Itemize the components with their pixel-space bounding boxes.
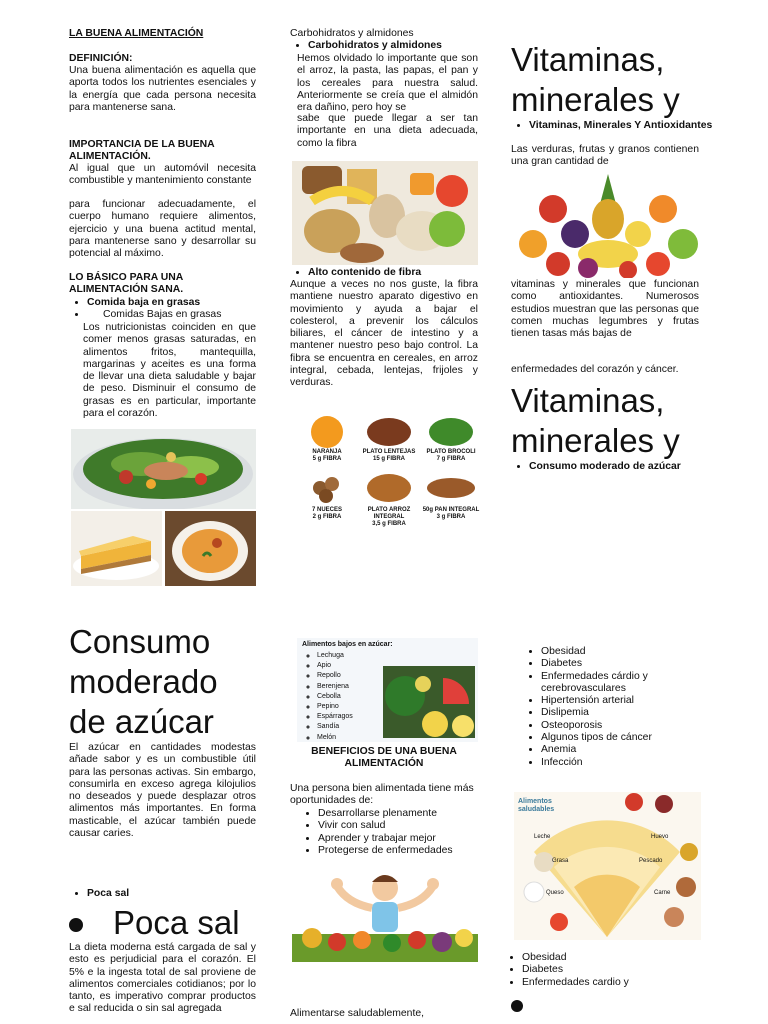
wheel-title: Alimentos saludables <box>518 798 555 813</box>
carbs-list <box>290 40 496 52</box>
low-sugar-list <box>303 651 353 742</box>
salt-text: La dieta moderna está cargada de sal y esto es perjudicial para el corazón. El 5% e la ingesta total de sal proviene de alimentos comerciales cotidianos; por lo tanto, es imperativo comprar productos e sal reducida o sin sal agregada <box>69 942 256 1015</box>
carbs-image <box>292 161 478 265</box>
fiber-label: NARANJA 5 g FIBRA <box>312 449 342 462</box>
list-item: ◦ Pepino <box>317 702 353 712</box>
carbs-text-1: Hemos olvidado lo importante que son el arroz, la pasta, las papas, el pan y los cereales para nuestra salud. Anteriormente se creía que el almidón era dañino, pero hoy se <box>297 53 478 114</box>
list-item: • Enfermedades cárdio y cerebrovasculares <box>541 671 711 696</box>
list-item: • Consumo moderado de azúcar <box>529 461 717 473</box>
list-item: • Obesidad <box>541 646 711 658</box>
list-item: • Comida baja en grasas <box>87 297 274 309</box>
list-item: • Obesidad <box>522 952 712 964</box>
fruits-image <box>513 174 703 278</box>
doc-title: LA BUENA ALIMENTACIÓN <box>69 28 204 39</box>
salad-image <box>71 429 256 509</box>
cheesecake-image <box>71 511 162 586</box>
vitamins-big-heading-2: Vitaminas, minerales y <box>511 382 680 459</box>
list-item: • Vitaminas, Minerales Y Antioxidantes <box>529 120 717 132</box>
list-item: • Diabetes <box>541 658 711 670</box>
melon-icons <box>383 666 475 738</box>
benefits-heading: BENEFICIOS DE UNA BUENA ALIMENTACIÓN <box>311 746 457 770</box>
definition-text: Una buena alimentación es aquella que aporta todos los nutrientes esenciales y la energía que cada persona necesita para mantenerse sana. <box>69 65 256 113</box>
low-sugar-image <box>297 638 478 742</box>
list-item: ◦ Melón <box>317 733 353 742</box>
list-item: • Protegerse de enfermedades <box>318 845 496 857</box>
importance-text-2: para funcionar adecuadamente, el cuerpo humano requiere alimentos, ejercicio y una buena actitud mental, para mantenerse sano y desarrollar su potencial al máximo. <box>69 199 256 260</box>
list-item: • Aprender y trabajar mejor <box>318 833 496 845</box>
fiber-chart <box>296 412 482 532</box>
list-item: • Desarrollarse plenamente <box>318 808 496 820</box>
benefits-intro: Una persona bien alimentada tiene más oportunidades de: <box>290 783 474 807</box>
vitamins-text-2: vitaminas y minerales que funcionan como antioxidantes. Numerosos estudios muestran que las personas que comen muchas legumbres y frutas tienen tasas más bajas de <box>511 279 699 340</box>
benefits-list <box>300 808 496 857</box>
diseases-list-2 <box>504 952 712 989</box>
wheel-label: Huevo <box>651 834 669 840</box>
salt-list-small <box>69 888 274 900</box>
salt-big-heading <box>69 904 240 942</box>
list-item: • Anemia <box>541 744 711 756</box>
wheel-label: Carne <box>654 890 671 896</box>
basics-list <box>69 297 274 322</box>
list-item: ◦ Repollo <box>317 671 353 681</box>
importance-text-1: Al igual que un automóvil necesita combustible y mantenimiento constante <box>69 163 256 187</box>
closing-text: Alimentarse saludablemente, <box>290 1008 424 1019</box>
fiber-label: 50g PAN INTEGRAL 3 g FIBRA <box>422 507 480 520</box>
low-sugar-title: Alimentos bajos en azúcar: <box>302 641 393 648</box>
carbs-plain: Carbohidratos y almidones <box>290 28 414 39</box>
vitamins-list <box>511 120 717 132</box>
list-item: • Algunos tipos de cáncer <box>541 732 711 744</box>
list-item: ◦ Lechuga <box>317 651 353 661</box>
kid-vegetables-image <box>292 868 478 962</box>
wheel-label: Queso <box>546 890 564 896</box>
bullet-icon <box>69 918 83 932</box>
list-item: ◦ Cebolla <box>317 692 353 702</box>
soup-image <box>165 511 256 586</box>
fiber-label: 7 NUECES 2 g FIBRA <box>311 507 342 520</box>
carbs-text-2: sabe que puede llegar a ser tan importante en una dieta adecuada, como la fibra <box>297 113 478 149</box>
list-item: • Hipertensión arterial <box>541 695 711 707</box>
list-item: ◦ Berenjena <box>317 682 353 692</box>
sugar-big-heading: Consumo moderado de azúcar <box>69 623 218 740</box>
list-item: • Dislipemia <box>541 707 711 719</box>
list-item: • Alto contenido de fibra <box>308 267 496 279</box>
fat-text: Los nutricionistas coinciden en que comer menos grasas saturadas, en alimentos fritos, mantequilla, margarinas y aceites es una forma de llevar una dieta saludable y bajar de peso. Disminuir el consumo de grasas es en particular, importante para el corazón. <box>83 322 256 420</box>
fiber-list <box>290 267 496 279</box>
wheel-label: Leche <box>534 834 551 840</box>
list-item: • Osteoporosis <box>541 720 711 732</box>
vitamins-text-3: enfermedades del corazón y cáncer. <box>511 364 679 375</box>
fiber-text: Aunque a veces no nos guste, la fibra mantiene nuestro aparato digestivo en movimiento y ayuda a bajar el colesterol, a prevenir los cálculos biliares, el cáncer de intestino y a mantener nuestro peso bajo control. La fibra se encuentra en cereales, en arroz integral, cebada, lentejas, frijoles y verduras. <box>290 279 478 389</box>
wheel-label: Grasa <box>552 858 569 864</box>
sugar-text: El azúcar en cantidades modestas añade sabor y es un combustible útil para las personas activas. Sin embargo, consumirla en exceso agrega kilojulios no deseados y puede desplazar otros alimentos más importantes. En forma masticable, el azúcar también puede causar caries. <box>69 742 256 840</box>
fiber-label: PLATO ARROZ INTEGRAL 3,5 g FIBRA <box>367 507 411 527</box>
list-item: • Vivir con salud <box>318 820 496 832</box>
list-item: • Poca sal <box>87 888 274 900</box>
list-item: ◦ Espárragos <box>317 712 353 722</box>
list-item: • Enfermedades cardio y <box>522 977 712 989</box>
vitamins-text-1: Las verduras, frutas y granos contienen una gran cantidad de <box>511 144 699 168</box>
sugar-moderate-list <box>511 461 717 473</box>
bullet-icon <box>511 1000 523 1012</box>
fiber-label: PLATO BROCOLI 7 g FIBRA <box>426 449 476 462</box>
basics-heading: LO BÁSICO PARA UNA ALIMENTACIÓN SANA. <box>69 272 184 296</box>
list-item: • Diabetes <box>522 964 712 976</box>
definition-heading: DEFINICIÓN: <box>69 53 133 64</box>
vitamins-big-heading: Vitaminas, minerales y <box>511 41 680 118</box>
list-item: • Infección <box>541 757 711 769</box>
importance-heading: IMPORTANCIA DE LA BUENA ALIMENTACIÓN. <box>69 139 215 163</box>
wheel-shapes <box>514 792 701 940</box>
list-item: ◦ Sandía <box>317 722 353 732</box>
list-item: • Comidas Bajas en grasas <box>87 309 274 321</box>
fiber-label: PLATO LENTEJAS 15 g FIBRA <box>362 449 416 462</box>
list-item: ◦ Apio <box>317 661 353 671</box>
healthy-food-wheel-image <box>514 792 701 940</box>
wheel-label: Pescado <box>639 858 663 864</box>
salt-big-label: Poca sal <box>113 904 240 941</box>
diseases-list <box>523 646 711 769</box>
list-item: • Carbohidratos y almidones <box>308 40 496 52</box>
